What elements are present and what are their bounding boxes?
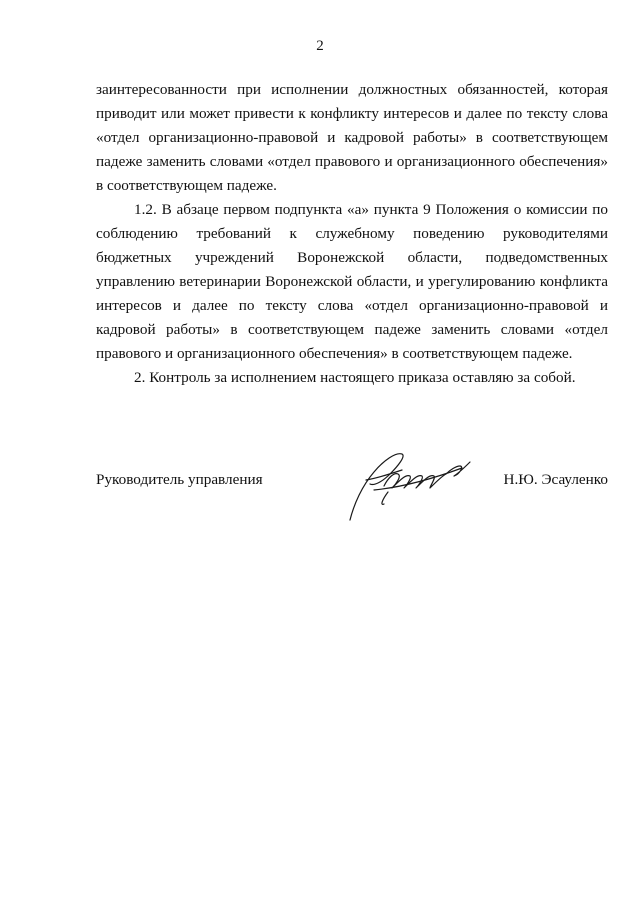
page-number: 2 (316, 38, 324, 54)
signature-block (96, 466, 608, 526)
document-body (96, 78, 608, 390)
signatory-name: Н.Ю. Эсауленко (503, 471, 608, 488)
paragraph-continuation: заинтересованности при исполнении должностных обязанностей, которая приводит или может привести к конфликту интересов и далее по тексту слова «отдел организационно-правовой и кадровой работы» в соответствующем падеже заменить словами «отдел правового и организационного обеспечения» в соответствующем падеже. (96, 81, 608, 194)
paragraph-2: 2. Контроль за исполнением настоящего приказа оставляю за собой. (134, 369, 576, 386)
signatory-role: Руководитель управления (96, 471, 263, 488)
handwritten-signature (344, 444, 484, 524)
paragraph-1-2: 1.2. В абзаце первом подпункта «а» пункта 9 Положения о комиссии по соблюдению требований к служебному поведению руководителями бюджетных учреждений Воронежской области, подведомственных управлению ветеринарии Воронежской области, и урегулированию конфликта интересов и далее по тексту слова «отдел организационно-правовой и кадровой работы» в соответствующем падеже заменить словами «отдел правового и организационного обеспечения» в соответствующем падеже. (96, 201, 608, 362)
